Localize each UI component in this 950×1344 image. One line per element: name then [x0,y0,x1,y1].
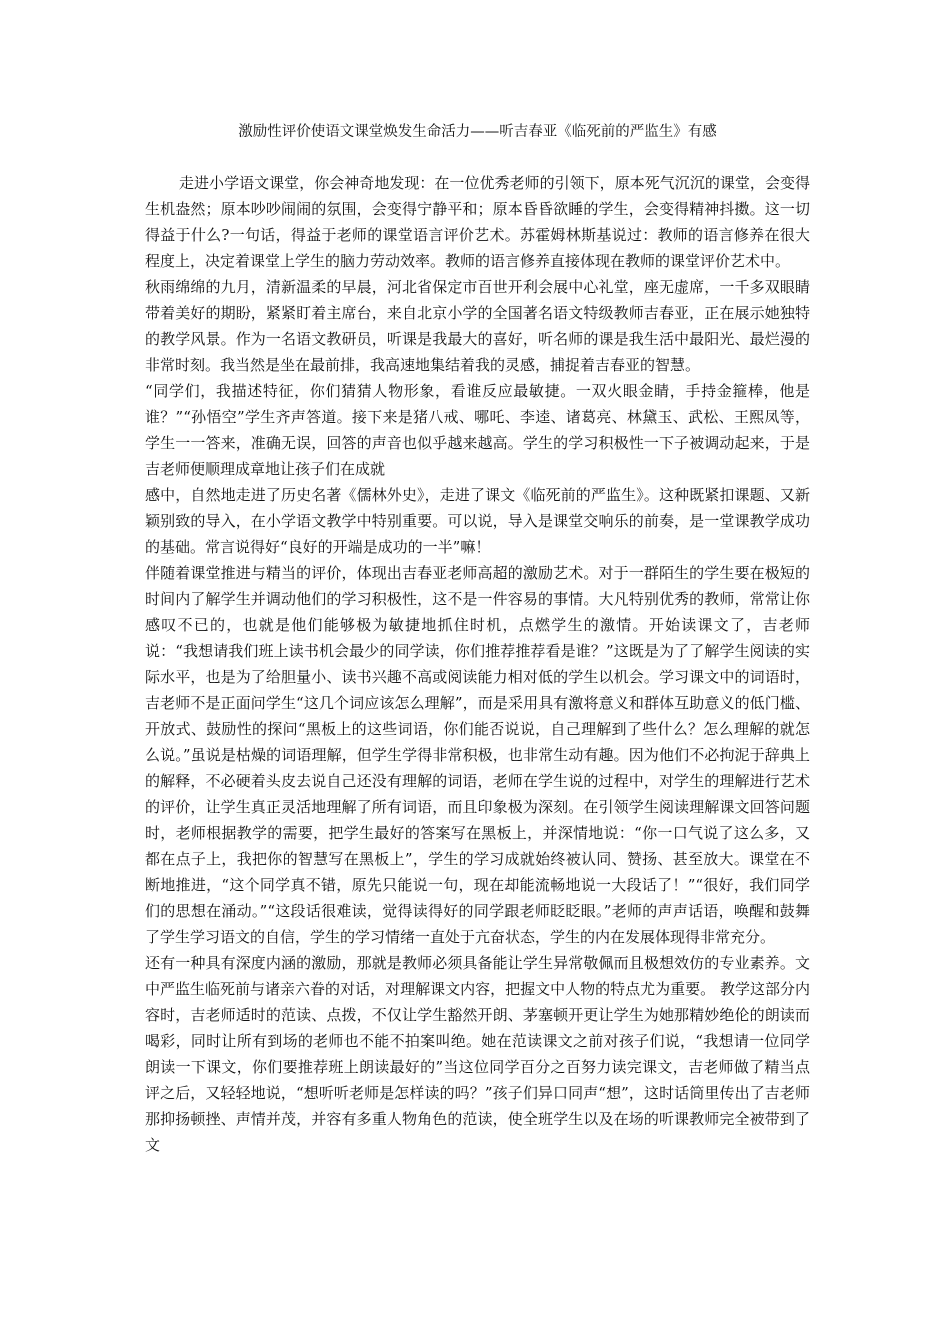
paragraph-guessing-game: “同学们，我描述特征，你们猜猜人物形象，看谁反应最敏捷。一双火眼金睛，手持金箍棒，他是谁？”“孙悟空”学生齐声答道。接下来是猪八戒、哪吒、李逵、诸葛亮、林黛玉、武松、王熙凤等，学生一一答来，准确无误，回答的声音也似乎越来越高。学生的学习积极性一下子被调动起来，于是吉老师便顺理成章地让孩子们在成就 [145,382,810,478]
document-page [145,120,810,1158]
paragraph-introduction-lead: 感中，自然地走进了历史名著《儒林外史》，走进了课文《临死前的严监生》。这种既紧扣课题、又新颖别致的导入，在小学语文教学中特别重要。可以说，导入是课堂交响乐的前奏，是一堂课教学成功的基础。常言说得好“良好的开端是成功的一半”嘛！ [145,486,810,556]
paragraph-professional-literacy: 还有一种具有深度内涵的激励，那就是教师必须具备能让学生异常敬佩而且极想效仿的专业素养。文中严监生临死前与诸亲六眷的对话，对理解课文内容，把握文中人物的特点尤为重要。 教学这部分内容时，吉老师适时的范读、点拨，不仅让学生豁然开朗、茅塞顿开更让学生为她那精妙绝伦的朗读而喝彩，同时让所有到场的老师也不能不拍案叫绝。她在范读课文之前对孩子们说，“我想请一位同学朗读一下课文，你们要推荐班上朗读最好的”当这位同学百分之百努力读完课文，吉老师做了精当点评之后，又轻轻地说，“想听听老师是怎样读的吗？”孩子们异口同声“想”，这时话筒里传出了吉老师那抑扬顿挫、声情并茂，并容有多重人物角色的范读，使全班学生以及在场的听课教师完全被带到了文 [145,954,810,1154]
paragraph-setting: 秋雨绵绵的九月，清新温柔的早晨，河北省保定市百世开利会展中心礼堂，座无虚席，一千多双眼睛带着美好的期盼，紧紧盯着主席台，来自北京小学的全国著名语文特级教师吉春亚，正在展示她独特的教学风景。作为一名语文教研员，听课是我最大的喜好，听名师的课是我生活中最阳光、最烂漫的非常时刻。我当然是坐在最前排，我高速地集结着我的灵感，捕捉着吉春亚的智慧。 [145,278,810,374]
document-title: 激励性评价使语文课堂焕发生命活力——听吉春亚《临死前的严监生》有感 [238,124,717,140]
paragraph-encouragement-art: 伴随着课堂推进与精当的评价，体现出吉春亚老师高超的激励艺术。对于一群陌生的学生要在极短的时间内了解学生并调动他们的学习积极性，这不是一件容易的事情。大凡特别优秀的教师，常常让你感叹不已的，也就是他们能够极为敏捷地抓住时机，点燃学生的激情。开始读课文了，吉老师说：“我想请我们班上读书机会最少的同学读，你们推荐推荐看是谁？”这既是为了了解学生阅读的实际水平，也是为了给胆量小、读书兴趣不高或阅读能力相对低的学生以机会。学习课文中的词语时，吉老师不是正面问学生“这几个词应该怎么理解”，而是采用具有激将意义和群体互助意义的低门槛、开放式、鼓励性的探问“黑板上的这些词语，你们能否说说，自己理解到了些什么？怎么理解的就怎么说。”虽说是枯燥的词语理解，但学生学得非常积极，也非常生动有趣。因为他们不必拘泥于辞典上的解释，不必硬着头皮去说自己还没有理解的词语，老师在学生说的过程中，对学生的理解进行艺术的评价，让学生真正灵活地理解了所有词语，而且印象极为深刻。在引领学生阅读理解课文回答问题时，老师根据教学的需要，把学生最好的答案写在黑板上，并深情地说：“你一口气说了这么多，又都在点子上，我把你的智慧写在黑板上”，学生的学习成就始终被认同、赞扬、甚至放大。课堂在不断地推进，“这个同学真不错，原先只能说一句，现在却能流畅地说一大段话了！”“很好，我们同学们的思想在涌动。”“这段话很难读，觉得读得好的同学跟老师眨眨眼。”老师的声声话语，唤醒和鼓舞了学生学习语文的自信，学生的学习情绪一直处于亢奋状态，学生的内在发展体现得非常充分。 [145,564,810,946]
paragraph-intro: 走进小学语文课堂，你会神奇地发现：在一位优秀老师的引领下，原本死气沉沉的课堂，会变得生机盎然；原本吵吵闹闹的氛围，会变得宁静平和；原本昏昏欲睡的学生，会变得精神抖擞。这一切得益于什么?一句话，得益于老师的课堂语言评价艺术。苏霍姆林斯基说过：教师的语言修养在很大程度上，决定着课堂上学生的脑力劳动效率。教师的语言修养直接体现在教师的课堂评价艺术中。 [145,174,810,270]
